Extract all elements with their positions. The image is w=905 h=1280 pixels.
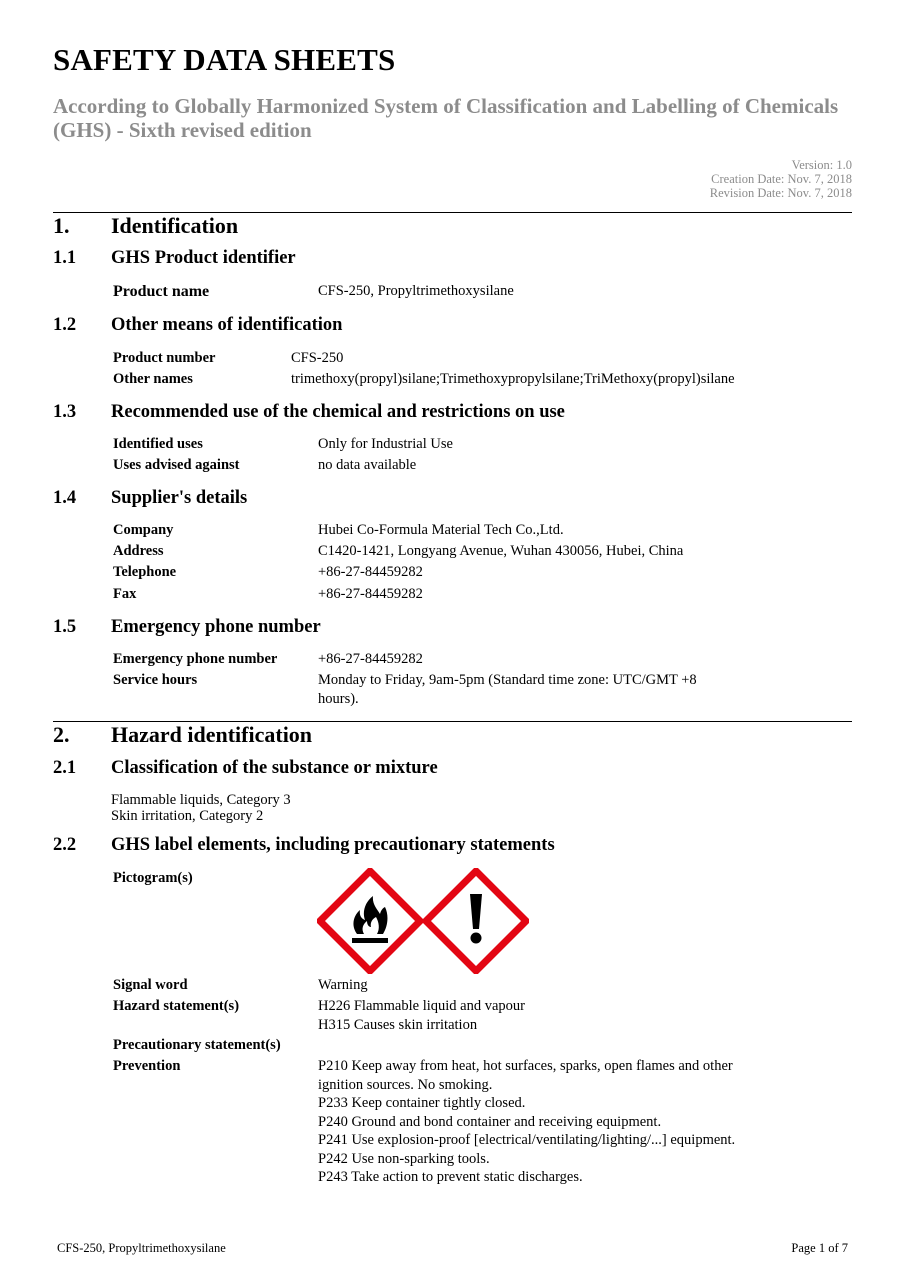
company-label: Company — [113, 522, 174, 538]
other-names-value: trimethoxy(propyl)silane;Trimethoxypropylsilane;TriMethoxy(propyl)silane — [291, 371, 735, 387]
uses-advised-against-value: no data available — [318, 457, 417, 473]
footer-product-name: CFS-250, Propyltrimethoxysilane — [57, 1241, 226, 1255]
prevention-statement: P210 Keep away from heat, hot surfaces, sparks, open flames and other — [318, 1058, 733, 1074]
document-meta — [710, 158, 852, 200]
uses-advised-against-label: Uses advised against — [113, 457, 240, 473]
document-subtitle: According to Globally Harmonized System of Classification and Labelling of Chemicals (GHS) - Sixth revised edition — [53, 94, 839, 142]
signal-word-value: Warning — [318, 977, 368, 993]
service-hours-label: Service hours — [113, 672, 198, 688]
section-number: 2. — [53, 722, 70, 747]
hazard-statements-label: Hazard statement(s) — [113, 998, 240, 1014]
prevention-label: Prevention — [113, 1058, 181, 1074]
emergency-phone-label: Emergency phone number — [113, 651, 278, 667]
pictograms-label: Pictogram(s) — [113, 870, 193, 886]
product-number-value: CFS-250 — [291, 350, 344, 366]
service-hours-line: Monday to Friday, 9am-5pm (Standard time zone: UTC/GMT +8 — [318, 672, 697, 688]
section-2-heading — [53, 722, 312, 748]
section-1-4-heading — [53, 488, 247, 509]
subsection-number: 2.1 — [53, 758, 77, 778]
section-2-1-heading — [53, 758, 438, 779]
document-title: SAFETY DATA SHEETS — [53, 42, 396, 77]
section-2-2-heading — [53, 835, 555, 856]
hazard-statements-value — [318, 997, 525, 1034]
subsection-title: GHS label elements, including precautionary statements — [111, 835, 555, 855]
flame-icon — [317, 868, 423, 979]
fax-label: Fax — [113, 586, 137, 602]
subsection-title: Supplier's details — [111, 488, 248, 508]
prevention-statement: ignition sources. No smoking. — [318, 1076, 493, 1093]
subsection-title: Classification of the substance or mixture — [111, 758, 438, 778]
precautionary-statements-label: Precautionary statement(s) — [113, 1037, 281, 1053]
hazard-statement: H226 Flammable liquid and vapour — [318, 998, 525, 1014]
subsection-title: Recommended use of the chemical and restrictions on use — [111, 402, 565, 422]
section-title: Identification — [111, 213, 239, 238]
identified-uses-value: Only for Industrial Use — [318, 436, 453, 452]
section-number: 1. — [53, 213, 70, 238]
subsection-number: 1.5 — [53, 617, 77, 637]
section-1-5-heading — [53, 617, 321, 638]
address-label: Address — [113, 543, 164, 559]
subsection-number: 1.1 — [53, 248, 77, 268]
service-hours-line: hours). — [318, 690, 359, 707]
service-hours-value — [318, 671, 697, 708]
product-number-label: Product number — [113, 350, 216, 366]
revision-date-text: Revision Date: Nov. 7, 2018 — [709, 186, 852, 200]
subsection-title: Emergency phone number — [111, 617, 321, 637]
hazard-statement: H315 Causes skin irritation — [318, 1016, 478, 1033]
address-value: C1420-1421, Longyang Avenue, Wuhan 430056, Hubei, China — [318, 543, 684, 559]
fax-value: +86-27-84459282 — [318, 586, 423, 602]
prevention-statement: P240 Ground and bond container and receiving equipment. — [318, 1113, 662, 1130]
company-value: Hubei Co-Formula Material Tech Co.,Ltd. — [318, 522, 564, 538]
section-1-2-heading — [53, 315, 342, 336]
subsection-title: Other means of identification — [111, 315, 343, 335]
telephone-label: Telephone — [113, 564, 177, 580]
prevention-statement: P242 Use non-sparking tools. — [318, 1150, 490, 1167]
footer-page-number: Page 1 of 7 — [791, 1241, 848, 1255]
section-1-3-heading — [53, 402, 565, 423]
subsection-number: 1.3 — [53, 402, 77, 422]
prevention-statements — [318, 1057, 735, 1187]
prevention-statement: P241 Use explosion-proof [electrical/ventilating/lighting/...] equipment. — [318, 1132, 736, 1148]
subsection-number: 1.4 — [53, 488, 77, 508]
section-1-1-heading — [53, 248, 296, 269]
classification-item: Flammable liquids, Category 3 — [111, 792, 291, 808]
creation-date-text: Creation Date: Nov. 7, 2018 — [711, 172, 852, 186]
version-text: Version: 1.0 — [791, 158, 852, 172]
other-names-label: Other names — [113, 371, 193, 387]
prevention-statement: P243 Take action to prevent static discharges. — [318, 1169, 583, 1185]
subsection-number: 2.2 — [53, 835, 77, 855]
product-name-value: CFS-250, Propyltrimethoxysilane — [318, 283, 514, 299]
prevention-statement: P233 Keep container tightly closed. — [318, 1095, 526, 1111]
classification-list — [111, 792, 291, 824]
subsection-title: GHS Product identifier — [111, 248, 296, 268]
section-title: Hazard identification — [111, 722, 313, 747]
signal-word-label: Signal word — [113, 977, 188, 993]
emergency-phone-value: +86-27-84459282 — [318, 651, 423, 667]
classification-item: Skin irritation, Category 2 — [111, 808, 264, 824]
subsection-number: 1.2 — [53, 315, 77, 335]
section-1-heading — [53, 213, 238, 239]
telephone-value: +86-27-84459282 — [318, 564, 423, 580]
exclamation-mark-icon — [423, 868, 529, 979]
product-name-label: Product name — [113, 283, 210, 300]
identified-uses-label: Identified uses — [113, 436, 203, 452]
